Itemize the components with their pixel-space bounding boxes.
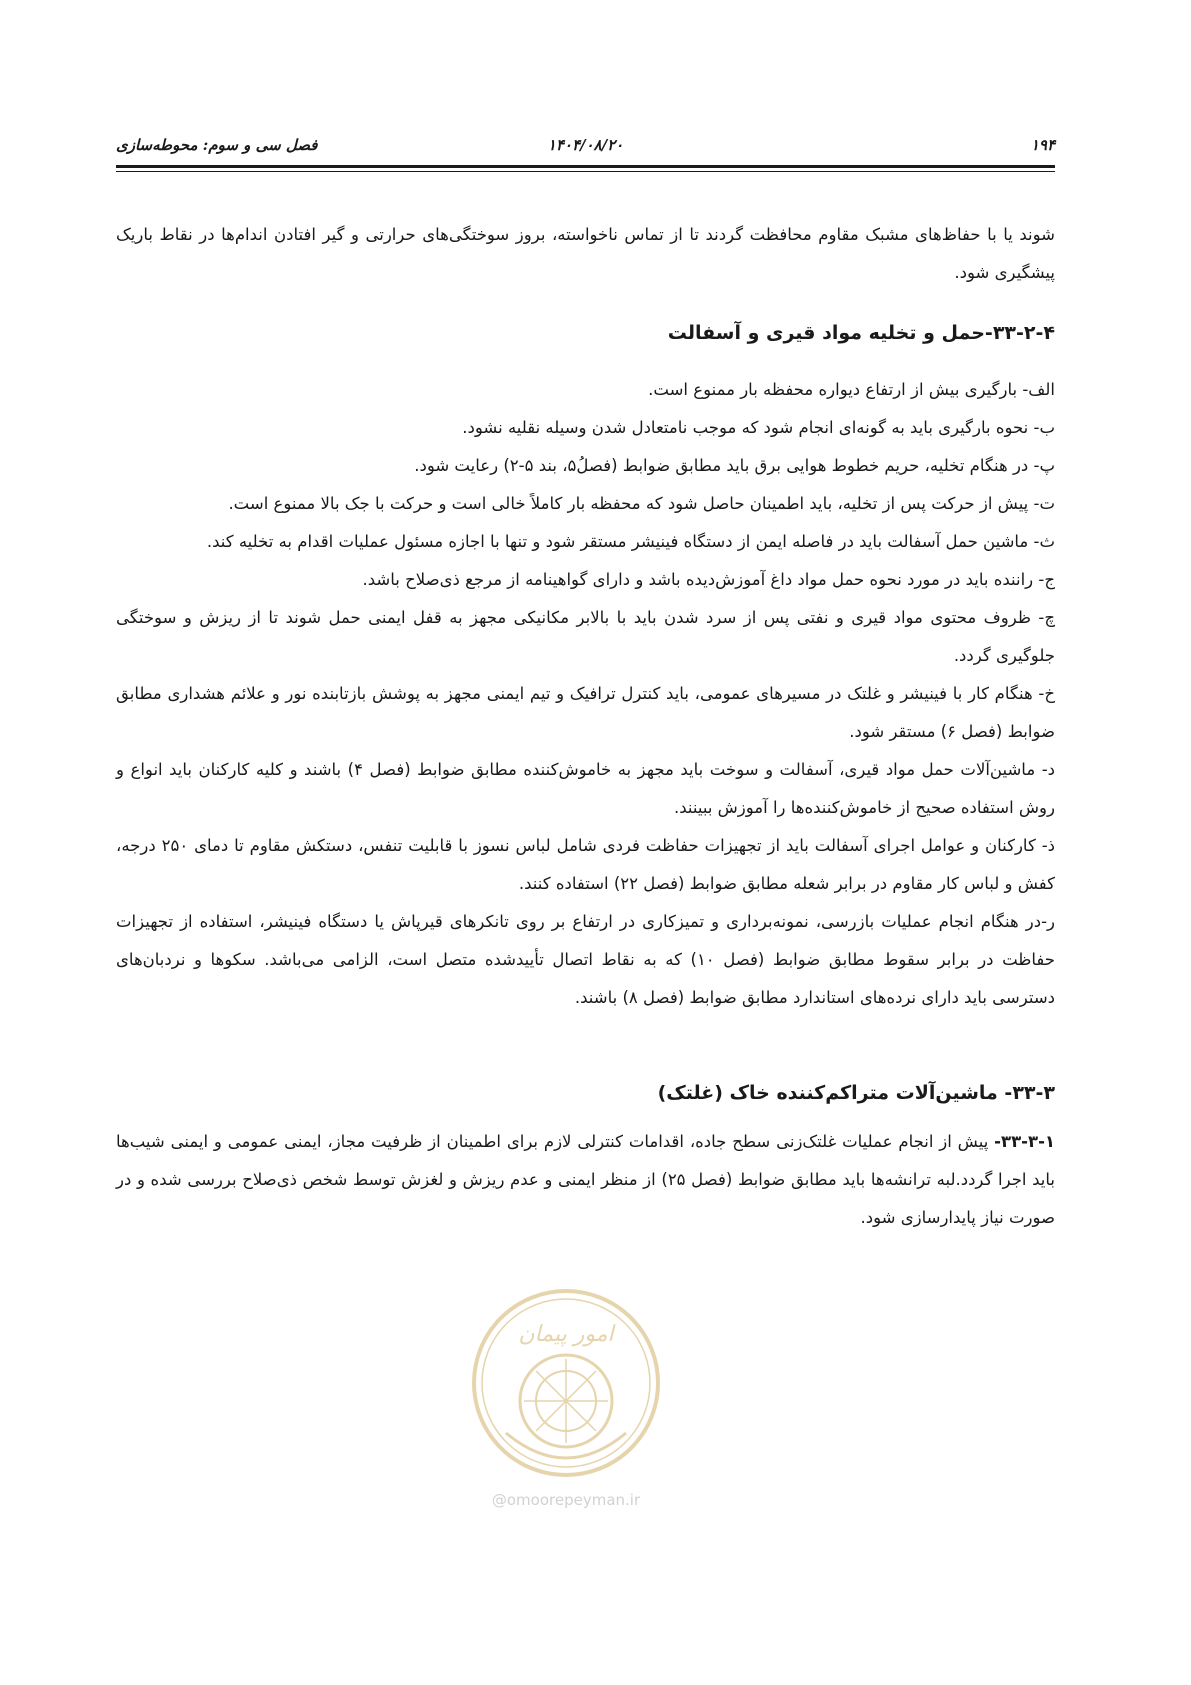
list-item: ذ- کارکنان و عوامل اجرای آسفالت باید از تجهیزات حفاظت فردی شامل لباس نسوز با قابلیت تنفس، دستکش مقاوم تا دمای ۲۵۰ درجه، کفش و لباس کار مقاوم در برابر شعله مطابق ضوابط (فصل ۲۲) استفاده کنند.: [116, 836, 1055, 893]
section-heading-rollers: ۳۳-۳- ماشین‌آلات متراکم‌کننده خاک (غلتک): [657, 1082, 1055, 1104]
list-item: ب- نحوه بارگیری باید به گونه‌ای انجام شود که موجب نامتعادل شدن وسیله نقلیه نشود.: [462, 418, 1055, 437]
list-item: ر-در هنگام انجام عملیات بازرسی، نمونه‌برداری و تمیزکاری در ارتفاع بر روی تانکرهای قیرپاش یا دستگاه فینیشر، استفاده از تجهیزات حفاظت در برابر سقوط مطابق ضوابط (فصل ۱۰) که به نقاط اتصال تأییدشده متصل است، الزامی می‌باشد. سکوها و نردبان‌های دسترسی باید دارای نرده‌های استاندارد مطابق ضوابط (فصل ۸) باشند.: [116, 912, 1055, 1007]
list-item: خ- هنگام کار با فینیشر و غلتک در مسیرهای عمومی، باید کنترل ترافیک و تیم ایمنی مجهز به پوشش بازتابنده نور و علائم هشداری مطابق ضوابط (فصل ۶) مستقر شود.: [116, 684, 1055, 741]
watermark-seal-icon: [466, 1283, 666, 1483]
list-item: پ- در هنگام تخلیه، حریم خطوط هوایی برق باید مطابق ضوابط (فصلُ۵، بند ۵-۲) رعایت شود.: [414, 456, 1055, 475]
header-rule-thin: [116, 171, 1055, 172]
list-item: چ- ظروف محتوی مواد قیری و نفتی پس از سرد شدن باید با بالابر مکانیکی مجهز به قفل ایمنی حمل شوند تا از ریزش و سوختگی جلوگیری گردد.: [116, 608, 1055, 665]
list-item: ج- راننده باید در مورد نحوه حمل مواد داغ آموزش‌دیده باشد و دارای گواهینامه از مرجع ذی‌صلاح باشد.: [362, 570, 1055, 589]
list-item: الف- بارگیری بیش از ارتفاع دیواره محفظه بار ممنوع است.: [648, 380, 1055, 399]
document-body: [116, 216, 1055, 1237]
list-item: ت- پیش از حرکت پس از تخلیه، باید اطمینان حاصل شود که محفظه بار کاملاً خالی است و حرکت با جک بالا ممنوع است.: [228, 494, 1055, 513]
watermark-website: @omoorepeyman.ir: [491, 1491, 641, 1509]
subsection-paragraph: [116, 1123, 1055, 1237]
watermark: [466, 1283, 666, 1523]
watermark-seal-text: امور پیمان: [518, 1322, 614, 1347]
header-rule: [116, 165, 1055, 168]
page-number: ۱۹۴: [1030, 136, 1055, 154]
section-heading-asphalt: ۳۳-۲-۴-حمل و تخلیه مواد قیری و آسفالت: [667, 322, 1055, 344]
header-date: ۱۴۰۴/۰۸/۲۰: [547, 136, 624, 154]
list-item: د- ماشین‌آلات حمل مواد قیری، آسفالت و سوخت باید مجهز به خاموش‌کننده مطابق ضوابط (فصل ۴) باشند و کلیه کارکنان باید انواع و روش استفاده صحیح از خاموش‌کننده‌ها را آموزش ببینند.: [116, 760, 1055, 817]
chapter-title: فصل سی و سوم: محوطه‌سازی: [116, 136, 318, 154]
list-item: ث- ماشین حمل آسفالت باید در فاصله ایمن از دستگاه فینیشر مستقر شود و تنها با اجازه مسئول عملیات اقدام به تخلیه کند.: [206, 532, 1055, 551]
subsection-number: ۳۳-۳-۱-: [994, 1132, 1055, 1151]
page-header: [116, 132, 1055, 166]
intro-paragraph: شوند یا با حفاظ‌های مشبک مقاوم محافظت گردند تا از تماس ناخواسته، بروز سوختگی‌های حرارتی و گیر افتادن اندام‌ها در نقاط باریک پیشگیری شود.: [116, 225, 1055, 282]
subsection-text: پیش از انجام عملیات غلتک‌زنی سطح جاده، اقدامات کنترلی لازم برای اطمینان از ظرفیت مجاز، ایمنی عمومی و ایمنی شیب‌ها باید اجرا گردد.لبه ترانشه‌ها باید مطابق ضوابط (فصل ۲۵) از منظر ایمنی و عدم ریزش و لغزش توسط شخص ذی‌صلاح بررسی شده و در صورت نیاز پایدارسازی شود.: [116, 1132, 1056, 1227]
